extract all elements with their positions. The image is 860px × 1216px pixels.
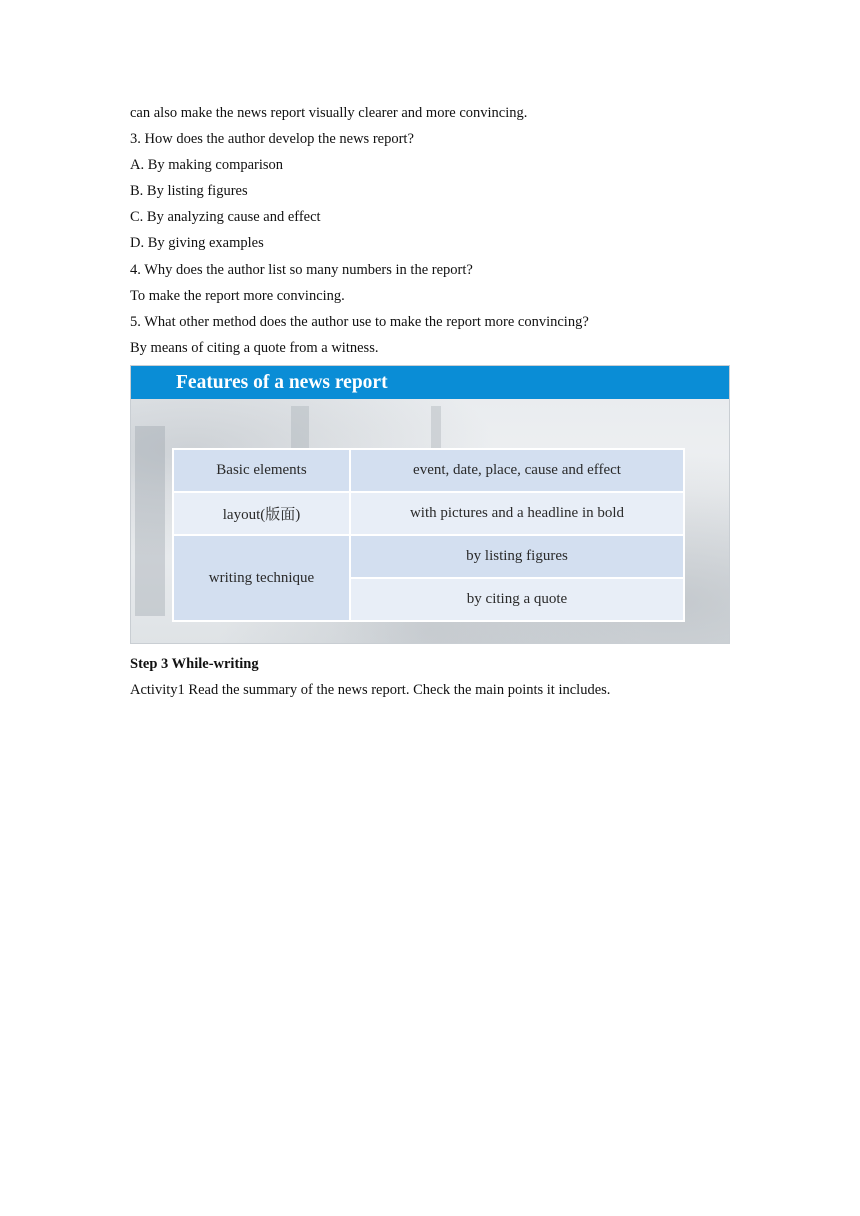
step-heading: Step 3 While-writing	[130, 656, 259, 672]
background-building	[135, 426, 165, 616]
row-label-writing-technique: writing technique	[173, 535, 350, 621]
row-value-basic-elements: event, date, place, cause and effect	[350, 449, 684, 492]
row-label-basic-elements: Basic elements	[173, 449, 350, 492]
table-row	[173, 449, 684, 492]
text-line-1: can also make the news report visually clearer and more convincing.	[130, 105, 528, 121]
question-5: 5. What other method does the author use to make the report more convincing?	[130, 314, 589, 330]
answer-5: By means of citing a quote from a witness.	[130, 340, 379, 356]
option-d: D. By giving examples	[130, 235, 264, 251]
option-a: A. By making comparison	[130, 157, 284, 173]
activity-instruction: Activity1 Read the summary of the news report. Check the main points it includes.	[130, 682, 611, 698]
option-c: C. By analyzing cause and effect	[130, 209, 321, 225]
question-4: 4. Why does the author list so many numbers in the report?	[130, 262, 473, 278]
row-value-layout: with pictures and a headline in bold	[350, 492, 684, 535]
row-value-listing-figures: by listing figures	[350, 535, 684, 578]
option-b: B. By listing figures	[130, 183, 248, 199]
slide-header-bar	[131, 366, 729, 399]
row-label-layout: layout(版面)	[173, 492, 350, 535]
table-row	[173, 492, 684, 535]
features-slide-image	[130, 365, 730, 644]
row-value-citing-quote: by citing a quote	[350, 578, 684, 621]
features-table	[172, 448, 685, 622]
slide-title: Features of a news report	[176, 372, 388, 393]
table-row	[173, 535, 684, 578]
answer-4: To make the report more convincing.	[130, 288, 345, 304]
question-3: 3. How does the author develop the news report?	[130, 131, 414, 147]
